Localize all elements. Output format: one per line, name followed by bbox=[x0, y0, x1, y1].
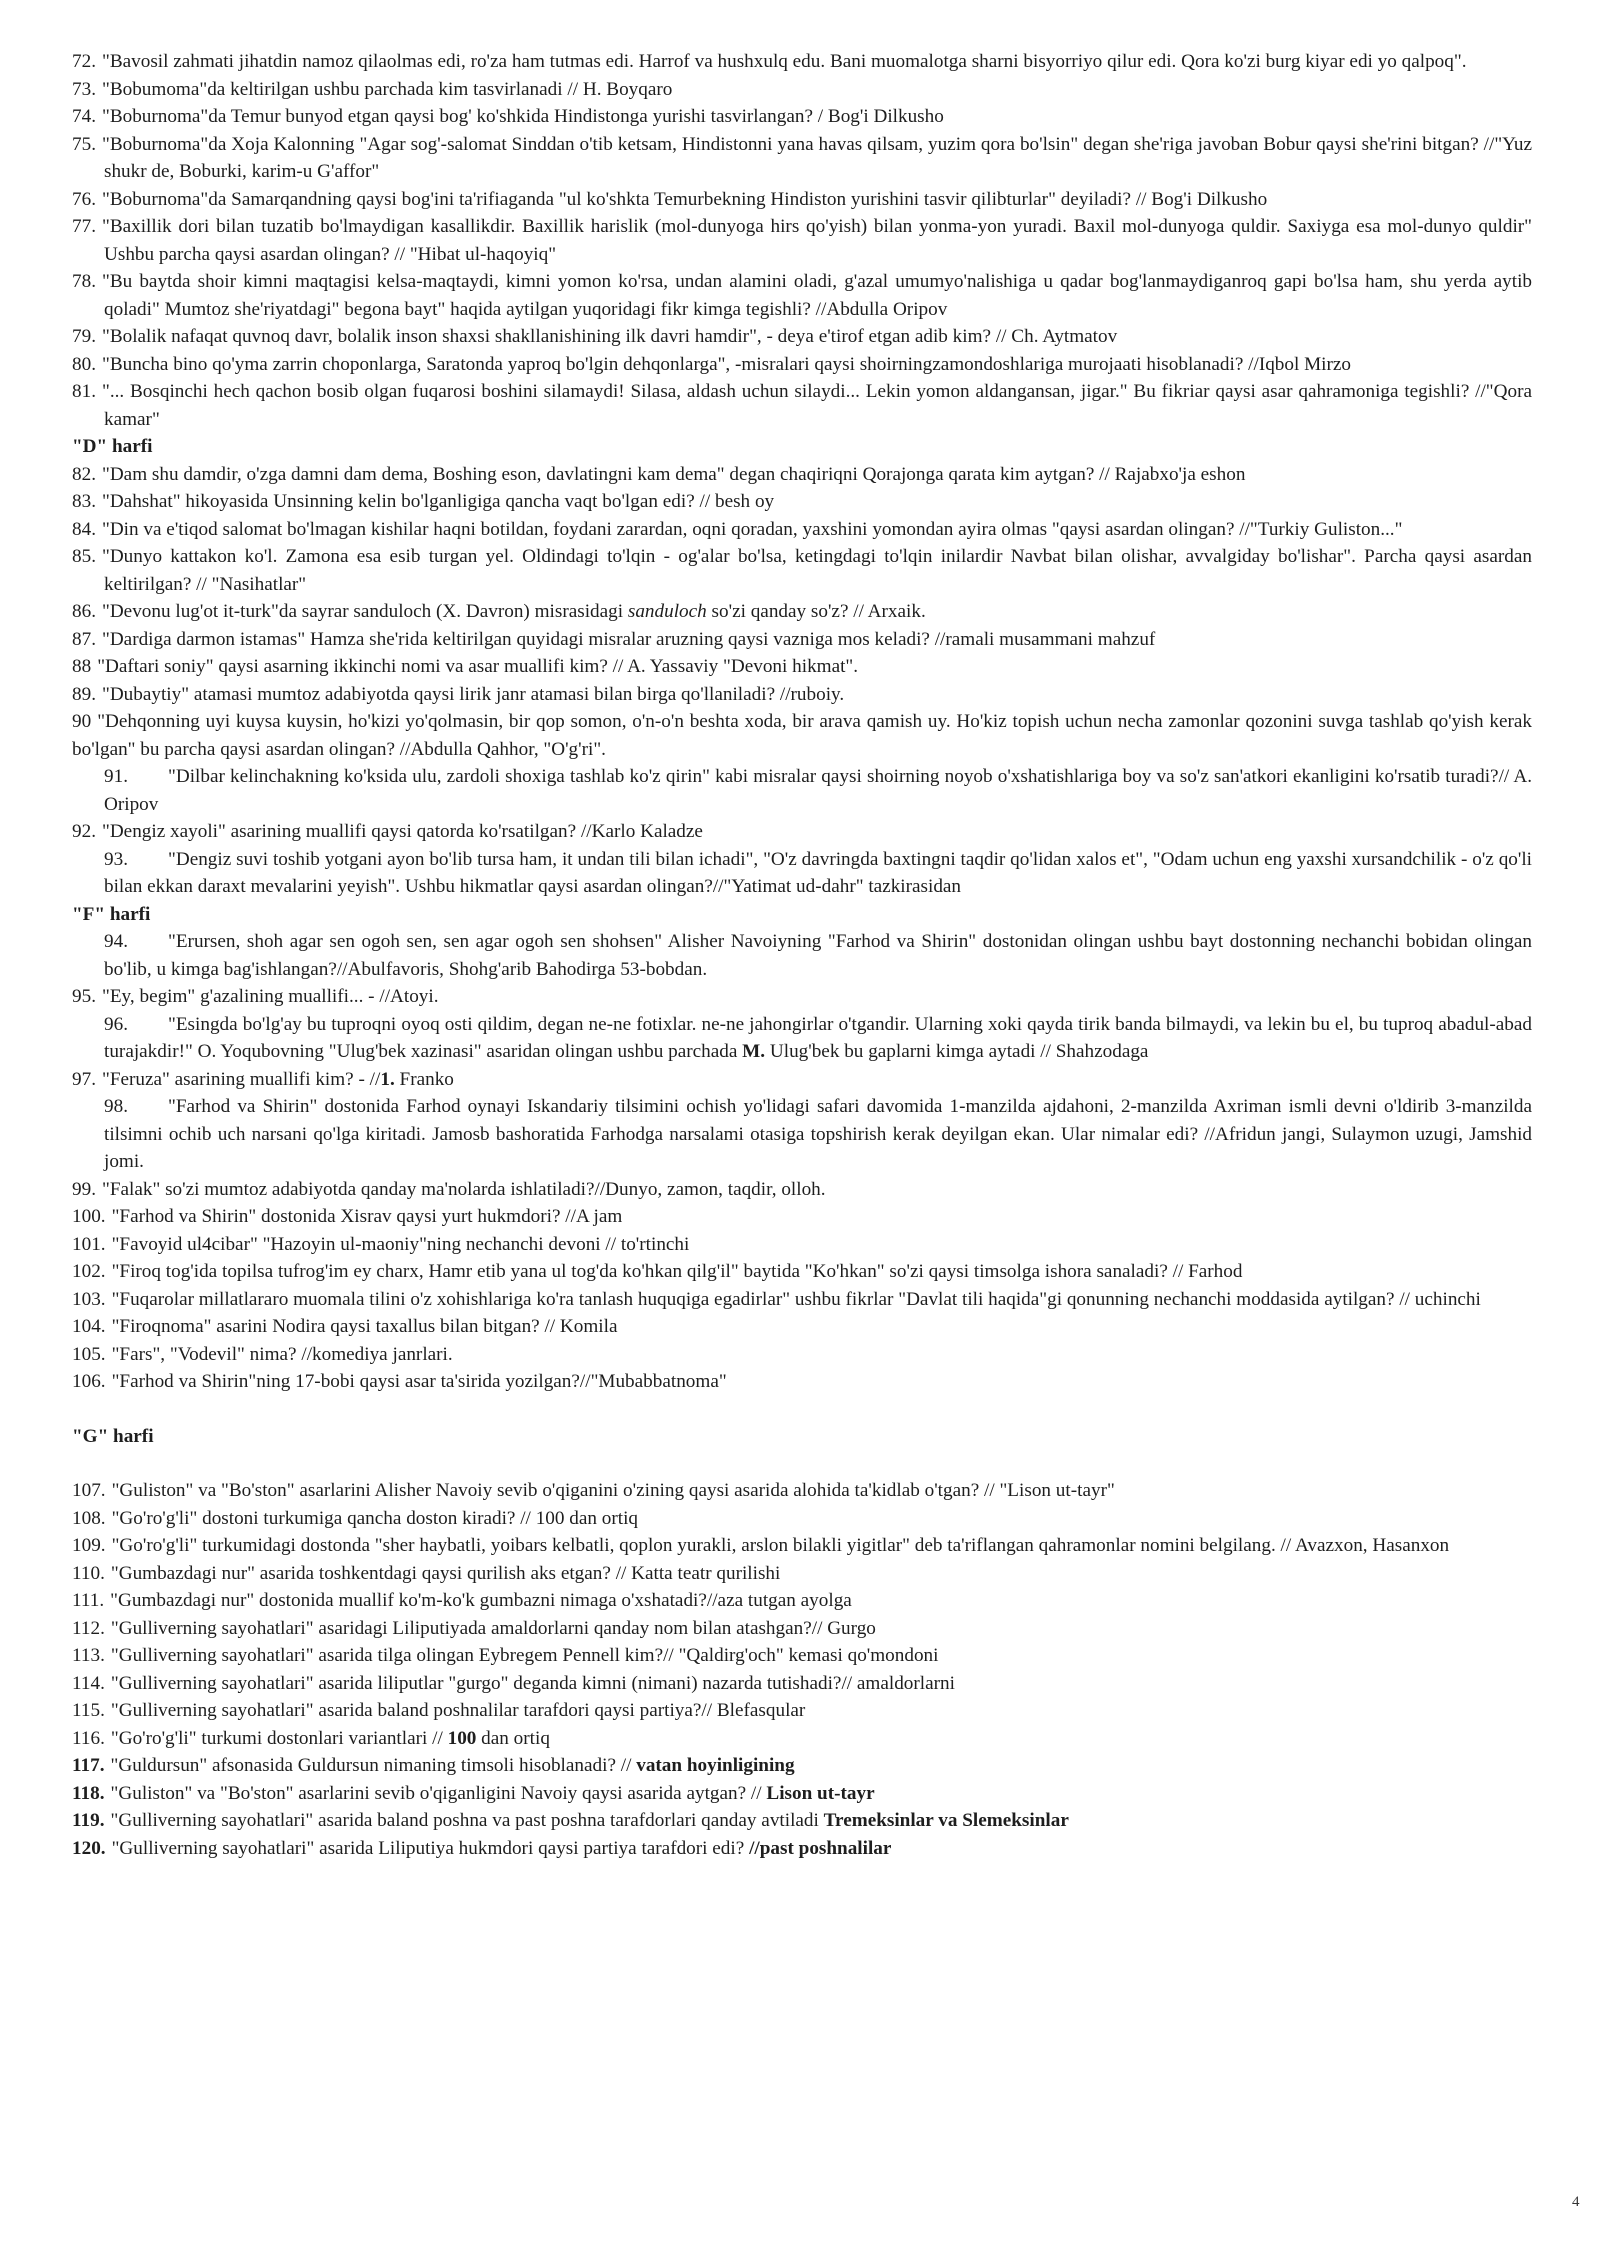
question-item bbox=[72, 48, 1532, 76]
item-bold-answer: //past poshnalilar bbox=[749, 1837, 892, 1859]
question-item bbox=[72, 488, 1532, 516]
item-text-tail: dan ortiq bbox=[476, 1727, 550, 1749]
item-number: 118. bbox=[72, 1782, 105, 1804]
item-text: "Erursen, shoh agar sen ogoh sen, sen agar ogoh sen shohsen" Alisher Navoiyning "Farhod va Shirin" dostonidan olingan ushbu bayt dostonning nechanchi bobidan olingan bo'lib, u kimga bag'ishlangan?//Abulfavoris, Shohg'arib Bahodirga 53-bobdan. bbox=[104, 931, 1532, 980]
item-text-tail: Ulug'bek bu gaplarni kimga aytadi // Shahzodaga bbox=[765, 1041, 1149, 1062]
question-item bbox=[72, 1368, 1532, 1396]
item-text: "Firoq tog'ida topilsa tufrog'im ey charx, Hamr etib yana ul tog'da ko'hkan qilg'il" baytida "Ko'hkan" so'zi qaysi timsolga ishora sanaladi? // Farhod bbox=[111, 1261, 1243, 1282]
question-item bbox=[72, 1313, 1532, 1341]
item-number: 96. bbox=[104, 1013, 128, 1035]
item-text: "Ey, begim" g'azalining muallifi... - //Atoyi. bbox=[101, 986, 439, 1007]
item-number: 79. bbox=[72, 326, 96, 347]
item-bold-answer: Lison ut-tayr bbox=[766, 1782, 875, 1804]
item-number: 93. bbox=[104, 848, 128, 870]
item-text: "Fars", "Vodevil" nima? //komediya janrlari. bbox=[111, 1343, 453, 1365]
item-number: 87. bbox=[72, 628, 96, 650]
item-text: "Favoyid ul4cibar" "Hazoyin ul-maoniy"ning nechanchi devoni // to'rtinchi bbox=[111, 1233, 690, 1255]
item-text: "Dubaytiy" atamasi mumtoz adabiyotda qaysi lirik janr atamasi bilan birga qo'llaniladi? //ruboiy. bbox=[101, 683, 845, 705]
item-text: "Gulliverning sayohatlari" asarida baland poshna va past poshna tarafdorlari qanday avtiladi bbox=[110, 1810, 824, 1831]
item-number: 97. bbox=[72, 1068, 96, 1090]
item-number: 107. bbox=[72, 1480, 106, 1501]
item-text: "Dam shu damdir, o'zga damni dam dema, Boshing eson, davlatingni kam dema" degan chaqiriqni Qorajonga qarata kim aytgan? // Rajabxo'ja eshon bbox=[101, 463, 1246, 485]
item-text: "Gumbazdagi nur" asarida toshkentdagi qaysi qurilish aks etgan? // Katta teatr qurilishi bbox=[110, 1562, 781, 1584]
item-text: "Dilbar kelinchakning ko'ksida ulu, zardoli shoxiga tashlab ko'z qirin" kabi misralar qaysi shoirning noyob o'xshatishlariga boy va so'z san'atkori ekanligini ko'rsatib turadi?// A. Oripov bbox=[104, 766, 1532, 815]
item-bold-answer: M. bbox=[742, 1041, 766, 1062]
item-number: 94. bbox=[104, 931, 128, 952]
section-heading: "D" harfi bbox=[72, 436, 153, 457]
item-text: "Bavosil zahmati jihatdin namoz qilaolmas edi, ro'za ham tutmas edi. Harrof va hushxulq edu. Bani muomalotga sharni bisyorriyo qilur edi. Qora ko'zi burg kiyar edi yo qalpoq". bbox=[101, 51, 1467, 72]
question-item bbox=[72, 213, 1532, 268]
item-number: 92. bbox=[72, 821, 96, 842]
question-item bbox=[72, 708, 1532, 763]
item-number: 86. bbox=[72, 601, 96, 622]
item-number: 112. bbox=[72, 1617, 105, 1639]
question-item bbox=[72, 626, 1532, 654]
item-text: "Fuqarolar millatlararo muomala tilini o'z xohishlariga ko'ra tanlash huquqiga egadirlar" ushbu fikrlar "Davlat tili haqida"gi qonunning nechanchi moddasida aytilgan? // uchinchi bbox=[111, 1288, 1481, 1310]
item-number: 102. bbox=[72, 1261, 106, 1282]
item-number: 82. bbox=[72, 463, 96, 485]
item-number: 115. bbox=[72, 1700, 105, 1721]
item-text: "Gulliverning sayohatlari" asarida Liliputiya hukmdori qaysi partiya tarafdori edi? bbox=[111, 1837, 750, 1859]
item-number: 88 bbox=[72, 656, 92, 677]
item-text: "Gulliverning sayohatlari" asarida baland poshnalilar tarafdori qaysi partiya?// Blefasqular bbox=[110, 1700, 806, 1721]
item-bold-answer: 1. bbox=[380, 1068, 395, 1090]
item-text: "Feruza" asarining muallifi kim? - // bbox=[101, 1068, 381, 1090]
question-item bbox=[72, 1203, 1532, 1231]
question-item bbox=[72, 681, 1532, 709]
question-item bbox=[72, 1642, 1532, 1670]
item-text: "Farhod va Shirin" dostonida Xisrav qaysi yurt hukmdori? //A jam bbox=[111, 1206, 623, 1227]
question-item bbox=[72, 846, 1532, 901]
item-text: "Devonu lug'ot it-turk"da sayrar sanduloch (X. Davron) misrasidagi bbox=[101, 601, 628, 622]
item-bold-answer: vatan hoyinligining bbox=[636, 1755, 795, 1776]
item-text: "Buncha bino qo'yma zarrin choponlarga, Saratonda yaproq bo'lgin dehqonlarga", -misralari qaysi shoirningzamondoshlariga murojaati hisoblanadi? //Iqbol Mirzo bbox=[101, 353, 1352, 375]
question-item bbox=[72, 818, 1532, 846]
item-number: 116. bbox=[72, 1727, 105, 1749]
question-item bbox=[72, 1093, 1532, 1176]
question-item bbox=[72, 1697, 1532, 1725]
item-emphasis: sanduloch bbox=[627, 601, 707, 622]
question-item bbox=[72, 1258, 1532, 1286]
question-item bbox=[72, 1477, 1532, 1505]
question-item bbox=[72, 543, 1532, 598]
item-number: 100. bbox=[72, 1206, 106, 1227]
item-number: 78. bbox=[72, 271, 96, 292]
item-text: "Dahshat" hikoyasida Unsinning kelin bo'lganligiga qancha vaqt bo'lgan edi? // besh oy bbox=[101, 491, 775, 512]
item-text: "Falak" so'zi mumtoz adabiyotda qanday ma'nolarda ishlatiladi?//Dunyo, zamon, taqdir, olloh. bbox=[101, 1178, 826, 1200]
item-text: "... Bosqinchi hech qachon bosib olgan fuqarosi boshini silamaydi! Silasa, aldash uchun silaydi... Lekin yomon aldangansan, jigar." Bu fikriar qaysi asar qahramoniga tegishli? //"Qora kamar" bbox=[101, 381, 1532, 430]
item-number: 119. bbox=[72, 1810, 105, 1831]
question-item bbox=[72, 186, 1532, 214]
question-item bbox=[72, 1560, 1532, 1588]
question-item bbox=[72, 76, 1532, 104]
item-number: 77. bbox=[72, 216, 96, 237]
item-number: 72. bbox=[72, 51, 96, 72]
item-bold-answer: Tremeksinlar va Slemeksinlar bbox=[823, 1810, 1069, 1831]
item-bold-answer: 100 bbox=[447, 1727, 477, 1749]
item-text: "Go'ro'g'li" dostoni turkumiga qancha doston kiradi? // 100 dan ortiq bbox=[111, 1507, 639, 1529]
question-item bbox=[72, 378, 1532, 433]
item-number: 104. bbox=[72, 1316, 106, 1337]
item-text: "Esingda bo'lg'ay bu tuproqni oyoq osti qildim, degan ne-ne fotixlar. ne-ne jahongirlar o'tgandir. Ularning xoki qayda tirik banda bilmaydi, va lekin bu el, bu tuproq abadul-abad turajakdir!" O. Yoqubovning "Ulug'bek xazinasi" asaridan olingan ushbu parchada bbox=[104, 1013, 1532, 1062]
document-page bbox=[72, 48, 1532, 1862]
question-item bbox=[72, 1807, 1532, 1835]
item-text: "Guldursun" afsonasida Guldursun nimaning timsoli hisoblanadi? // bbox=[110, 1755, 637, 1776]
item-number: 91. bbox=[104, 766, 128, 787]
question-item bbox=[72, 1286, 1532, 1314]
item-number: 103. bbox=[72, 1288, 106, 1310]
item-text: "Gulliverning sayohatlari" asarida tilga olingan Eybregem Pennell kim?// "Qaldirg'och" kemasi qo'mondoni bbox=[110, 1645, 939, 1666]
question-item bbox=[72, 598, 1532, 626]
item-number: 95. bbox=[72, 986, 96, 1007]
question-item bbox=[72, 1752, 1532, 1780]
question-item bbox=[72, 1011, 1532, 1066]
question-item bbox=[72, 1835, 1532, 1863]
item-number: 106. bbox=[72, 1371, 106, 1392]
item-text-tail: so'zi qanday so'z? // Arxaik. bbox=[706, 601, 926, 622]
question-item bbox=[72, 1341, 1532, 1369]
item-number: 110. bbox=[72, 1562, 105, 1584]
item-text: "Din va e'tiqod salomat bo'lmagan kishilar haqni botildan, foydani zarardan, oqni qoradan, yaxshini yomondan ayira olmas "qaysi asardan olingan? //"Turkiy Guliston..." bbox=[101, 518, 1403, 540]
item-text: "Guliston" va "Bo'ston" asarlarini sevib o'qiganligini Navoiy qaysi asarida aytgan? // bbox=[110, 1782, 767, 1804]
question-item bbox=[72, 1725, 1532, 1753]
item-number: 90 bbox=[72, 711, 92, 732]
item-number: 85. bbox=[72, 546, 96, 567]
item-number: 81. bbox=[72, 381, 96, 402]
item-number: 99. bbox=[72, 1178, 96, 1200]
item-number: 89. bbox=[72, 683, 96, 705]
item-text: "Daftari soniy" qaysi asarning ikkinchi nomi va asar muallifi kim? // A. Yassaviy "Devoni hikmat". bbox=[97, 656, 859, 677]
question-item bbox=[72, 268, 1532, 323]
item-number: 80. bbox=[72, 353, 96, 375]
item-text: "Farhod va Shirin" dostonida Farhod oynayi Iskandariy tilsimini ochish yo'lidagi safari davomida 1-manzilda ajdahoni, 2-manzilda Axriman ismli devni o'ldirib 3-manzilda tilsimni ochib uch narsani qo'lga kiritadi. Jamosb bashoratida Farhodga narsalami otasiga topshirish kerak deyilgan ekan. Ular nimalar edi? //Afridun jangi, Sulaymon uzugi, Jamshid jomi. bbox=[104, 1096, 1532, 1172]
item-text: "Bobumoma"da keltirilgan ushbu parchada kim tasvirlanadi // H. Boyqaro bbox=[101, 78, 673, 100]
item-number: 75. bbox=[72, 133, 96, 155]
section-heading: "F" harfi bbox=[72, 903, 151, 925]
item-number: 73. bbox=[72, 78, 96, 100]
question-item bbox=[72, 763, 1532, 818]
spacer bbox=[72, 1450, 1532, 1477]
question-item bbox=[72, 351, 1532, 379]
item-text: "Baxillik dori bilan tuzatib bo'lmaydigan kasallikdir. Baxillik harislik (mol-dunyoga hirs qo'yish) bilan yonma-yon yuradi. Baxil mol-dunyoga quldir. Saxiyga esa mol-dunyo quldir" Ushbu parcha qaysi asardan olingan? // "Hibat ul-haqoyiq" bbox=[101, 216, 1532, 265]
question-item bbox=[72, 131, 1532, 186]
question-item bbox=[72, 516, 1532, 544]
item-text: "Boburnoma"da Xoja Kalonning "Agar sog'-salomat Sinddan o'tib ketsam, Hindistonni yana havas qilsam, yuzim qora bo'lsin" degan she'riga javoban Bobur qaysi she'rini bitgan? //"Yuz shukr de, Boburki, karim-u G'affor" bbox=[101, 133, 1532, 182]
item-text: "Gumbazdagi nur" dostonida muallif ko'm-ko'k gumbazni nimaga o'xshatadi?//aza tutgan ayolga bbox=[110, 1590, 852, 1611]
item-number: 76. bbox=[72, 188, 96, 210]
section-heading: "G" harfi bbox=[72, 1425, 154, 1447]
question-item bbox=[72, 928, 1532, 983]
question-item bbox=[72, 653, 1532, 681]
question-item bbox=[72, 461, 1532, 489]
item-number: 101. bbox=[72, 1233, 106, 1255]
item-number: 83. bbox=[72, 491, 96, 512]
item-text: "Go'ro'g'li" turkumidagi dostonda "sher haybatli, yoibars kelbatli, qoplon yurakli, arslon bilakli yigitlar" deb ta'riflangan qahramonlar nomini belgilang. // Avazxon, Hasanxon bbox=[111, 1535, 1450, 1556]
question-item bbox=[72, 1505, 1532, 1533]
item-text: "Firoqnoma" asarini Nodira qaysi taxallus bilan bitgan? // Komila bbox=[111, 1316, 618, 1337]
item-text: "Gulliverning sayohatlari" asarida liliputlar "gurgo" deganda kimni (nimani) nazarda tutishadi?// amaldorlarni bbox=[110, 1672, 955, 1694]
question-item bbox=[72, 103, 1532, 131]
item-text: "Dehqonning uyi kuysa kuysin, ho'kizi yo'qolmasin, bir qop somon, o'n-o'n beshta xoda, bir arava qamish uy. Ho'kiz topish uchun necha zamonlar qozonini suvga tashlab qo'yish kerak bo'lgan" bu parcha qaysi asardan olingan? //Abdulla Qahhor, "O'g'ri". bbox=[72, 711, 1532, 760]
item-number: 111. bbox=[72, 1590, 105, 1611]
question-item bbox=[72, 1587, 1532, 1615]
question-item bbox=[72, 1532, 1532, 1560]
item-text: "Gulliverning sayohatlari" asaridagi Liliputiyada amaldorlarni qanday nom bilan atashgan?// Gurgo bbox=[110, 1617, 876, 1639]
item-number: 74. bbox=[72, 106, 96, 127]
item-text: "Go'ro'g'li" turkumi dostonlari variantlari // bbox=[110, 1727, 448, 1749]
question-item bbox=[72, 983, 1532, 1011]
item-number: 117. bbox=[72, 1755, 105, 1776]
item-number: 109. bbox=[72, 1535, 106, 1556]
question-item bbox=[72, 323, 1532, 351]
item-number: 105. bbox=[72, 1343, 106, 1365]
item-text: "Boburnoma"da Samarqandning qaysi bog'ini ta'rifiaganda "ul ko'shkta Temurbekning Hindiston yurishini tasvir qilibturlar" deyiladi? // Bog'i Dilkusho bbox=[101, 188, 1268, 210]
question-item bbox=[72, 1176, 1532, 1204]
item-text-tail: Franko bbox=[394, 1068, 454, 1090]
question-item bbox=[72, 1615, 1532, 1643]
item-number: 120. bbox=[72, 1837, 106, 1859]
item-text: "Farhod va Shirin"ning 17-bobi qaysi asar ta'sirida yozilgan?//"Mubabbatnoma" bbox=[111, 1371, 727, 1392]
item-number: 98. bbox=[104, 1096, 128, 1117]
item-text: "Bu baytda shoir kimni maqtagisi kelsa-maqtaydi, kimni yomon ko'rsa, undan alamini oladi, g'azal umumyo'nalishiga u qadar bog'lanmaydiganroq gapi bo'lsa ham, shu yerda aytib qoladi" Mumtoz she'riyatdagi" begona bayt" haqida aytilgan yuqoridagi fikr kimga tegishli? //Abdulla Oripov bbox=[101, 271, 1532, 320]
question-item bbox=[72, 1780, 1532, 1808]
item-text: "Guliston" va "Bo'ston" asarlarini Alisher Navoiy sevib o'qiganini o'zining qaysi asarida alohida ta'kidlab o'tgan? // "Lison ut-tayr" bbox=[111, 1480, 1115, 1501]
item-text: "Dengiz xayoli" asarining muallifi qaysi qatorda ko'rsatilgan? //Karlo Kaladze bbox=[101, 821, 703, 842]
item-text: "Boburnoma"da Temur bunyod etgan qaysi bog' ko'shkida Hindistonga yurishi tasvirlangan? / Bog'i Dilkusho bbox=[101, 106, 944, 127]
item-number: 114. bbox=[72, 1672, 105, 1694]
item-number: 113. bbox=[72, 1645, 105, 1666]
page-number: 4 bbox=[1572, 2194, 1580, 2210]
spacer bbox=[72, 1396, 1532, 1423]
item-text: "Bolalik nafaqat quvnoq davr, bolalik inson shaxsi shakllanishining ilk davri hamdir", - deya e'tirof etgan adib kim? // Ch. Aytmatov bbox=[101, 326, 1118, 347]
item-text: "Dengiz suvi toshib yotgani ayon bo'lib tursa ham, it undan tili bilan ichadi", "O'z davringda baxtingni taqdir qo'lidan xalos et", "Odam uchun eng yaxshi xursandchilik - o'z qo'li bilan ekkan daraxt mevalarini yeyish". Ushbu hikmatlar qaysi asardan olingan?//"Yatimat ud-dahr" tazkirasidan bbox=[104, 848, 1532, 897]
question-item bbox=[72, 1231, 1532, 1259]
item-text: "Dardiga darmon istamas" Hamza she'rida keltirilgan quyidagi misralar aruzning qaysi vazniga mos keladi? //ramali musammani mahzuf bbox=[101, 628, 1156, 650]
item-number: 84. bbox=[72, 518, 96, 540]
item-number: 108. bbox=[72, 1507, 106, 1529]
item-text: "Dunyo kattakon ko'l. Zamona esa esib turgan yel. Oldindagi to'lqin - og'alar bo'lsa, ketingdagi to'lqin inilardir Navbat bilan olishar, avvalgiday bo'lishar". Parcha qaysi asardan keltirilgan? // "Nasihatlar" bbox=[101, 546, 1532, 595]
question-item bbox=[72, 1066, 1532, 1094]
question-item bbox=[72, 1670, 1532, 1698]
